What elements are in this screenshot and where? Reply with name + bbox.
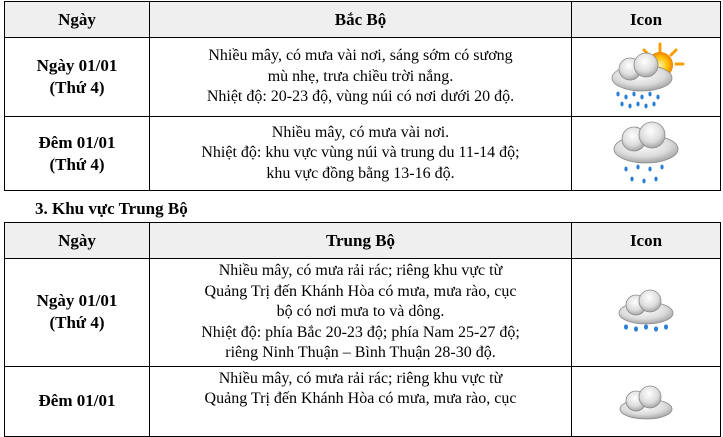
cloud-icon: [617, 381, 675, 421]
icon-cell: [572, 117, 721, 191]
description-line: Nhiều mây, có mưa rải rác; riêng khu vực từ: [218, 369, 503, 387]
header-region: Trung Bộ: [150, 223, 572, 259]
table-row: [5, 259, 721, 367]
northern-forecast-table: [4, 1, 721, 191]
description-line: Quảng Trị đến Khánh Hòa có mưa, mưa rào, cục: [204, 282, 517, 300]
table-header-row: [5, 223, 721, 259]
description-line: riêng Ninh Thuận – Bình Thuận 28-30 độ.: [225, 344, 496, 361]
cloud-rain-icon: [616, 289, 676, 335]
forecast-description: [150, 259, 572, 367]
day-cell: [5, 259, 150, 367]
central-forecast-table: [4, 222, 721, 437]
day-label: Ngày 01/01: [36, 291, 118, 311]
cloud-sun-rain-icon: [606, 42, 686, 112]
description-line: khu vực đồng bằng 13-16 độ.: [266, 164, 455, 182]
forecast-description: [150, 366, 572, 436]
header-day: Ngày: [5, 223, 150, 259]
icon-cell: [572, 38, 721, 117]
weekday-label: (Thứ 4): [49, 313, 105, 333]
icon-cell: [572, 259, 721, 367]
table-header-row: [5, 2, 721, 38]
cloud-rain-icon: [610, 121, 682, 187]
table-row: [5, 38, 721, 117]
description-line: Nhiều mây, có mưa vài nơi.: [271, 123, 450, 141]
header-icon: Icon: [572, 2, 721, 38]
description-line: Nhiệt độ: khu vực vùng núi và trung du 11-14 độ;: [201, 144, 520, 162]
day-label: Ngày 01/01: [36, 56, 118, 75]
forecast-description: [150, 117, 572, 191]
table-row: [5, 366, 721, 436]
day-cell: [5, 366, 150, 436]
weekday-label: (Thứ 4): [49, 154, 105, 174]
section-title: 3. Khu vực Trung Bộ: [35, 199, 188, 218]
day-cell: [5, 38, 150, 117]
description-line: Nhiệt độ: phía Bắc 20-23 độ; phía Nam 25-27 độ;: [201, 323, 520, 341]
weekday-label: (Thứ 4): [49, 78, 105, 97]
description-line: Nhiều mây, có mưa vài nơi, sáng sớm có sương: [208, 47, 513, 65]
description-line: mù nhẹ, trưa chiều trời nắng.: [267, 67, 454, 85]
description-line: Nhiều mây, có mưa rải rác; riêng khu vực từ: [218, 262, 503, 279]
header-day: Ngày: [5, 2, 150, 38]
day-cell: [5, 117, 150, 191]
description-line: Quảng Trị đến Khánh Hòa có mưa, mưa rào, cục: [204, 390, 517, 407]
description-line: Nhiệt độ: 20-23 độ, vùng núi có nơi dưới 20 độ.: [206, 88, 515, 106]
forecast-description: [150, 38, 572, 117]
icon-cell: [572, 366, 721, 436]
day-label: Đêm 01/01: [38, 391, 116, 410]
header-icon: Icon: [572, 223, 721, 259]
day-label: Đêm 01/01: [38, 132, 116, 152]
header-region: Bắc Bộ: [150, 2, 572, 38]
description-line: bộ có nơi mưa to và dông.: [276, 303, 445, 320]
table-row: [5, 117, 721, 191]
